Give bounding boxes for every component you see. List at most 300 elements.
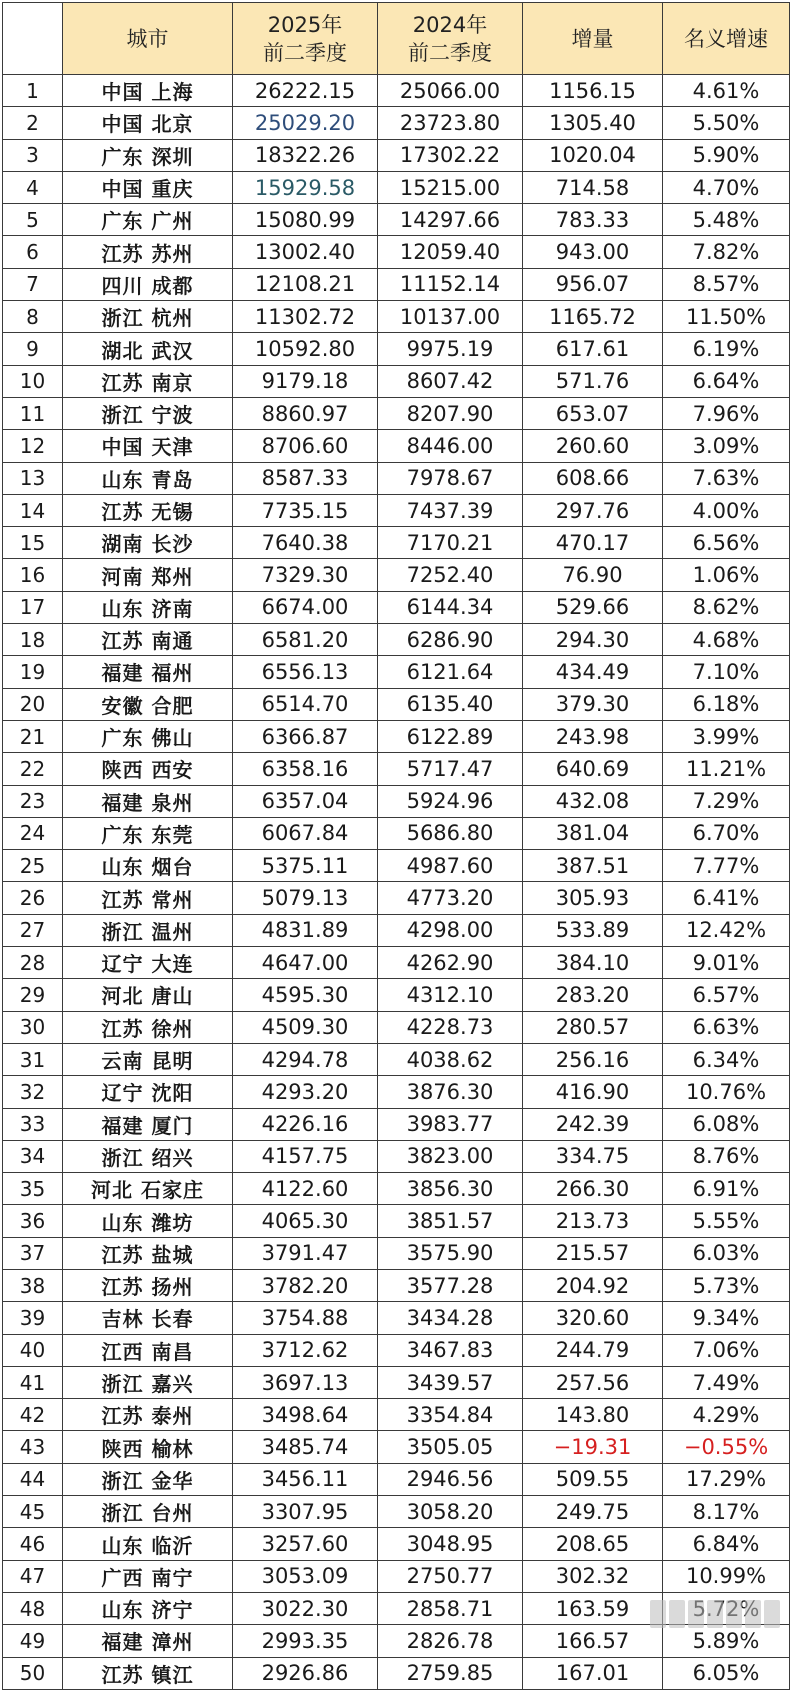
growth-rate-cell: 6.05%	[663, 1657, 790, 1689]
value-2025-cell: 7640.38	[233, 527, 378, 559]
rank-cell: 33	[3, 1108, 63, 1140]
value-2025-cell: 3712.62	[233, 1334, 378, 1366]
value-2024-cell: 4312.10	[378, 979, 523, 1011]
increase-cell: 260.60	[523, 430, 663, 462]
value-2024-cell: 3354.84	[378, 1399, 523, 1431]
header-2025-period: 前二季度	[263, 40, 347, 65]
value-2024-cell: 6121.64	[378, 656, 523, 688]
city-cell: 河北 唐山	[63, 979, 233, 1011]
value-2025-cell: 15929.58	[233, 171, 378, 203]
growth-rate-cell: 11.21%	[663, 753, 790, 785]
city-cell: 广西 南宁	[63, 1560, 233, 1592]
growth-rate-cell: −0.55%	[663, 1431, 790, 1463]
city-cell: 四川 成都	[63, 268, 233, 300]
value-2025-cell: 4293.20	[233, 1076, 378, 1108]
value-2024-cell: 3058.20	[378, 1496, 523, 1528]
table-row	[3, 979, 790, 1011]
increase-cell: 249.75	[523, 1496, 663, 1528]
growth-rate-cell: 6.56%	[663, 527, 790, 559]
value-2025-cell: 6514.70	[233, 688, 378, 720]
increase-cell: 256.16	[523, 1043, 663, 1075]
value-2025-cell: 6366.87	[233, 720, 378, 752]
value-2024-cell: 23723.80	[378, 107, 523, 139]
table-row	[3, 1496, 790, 1528]
growth-rate-cell: 4.61%	[663, 75, 790, 107]
rank-cell: 42	[3, 1399, 63, 1431]
city-cell: 江苏 南京	[63, 365, 233, 397]
city-cell: 中国 北京	[63, 107, 233, 139]
rank-cell: 48	[3, 1592, 63, 1624]
growth-rate-cell: 11.50%	[663, 301, 790, 333]
rank-cell: 46	[3, 1528, 63, 1560]
value-2024-cell: 6122.89	[378, 720, 523, 752]
increase-cell: 783.33	[523, 204, 663, 236]
value-2024-cell: 6144.34	[378, 591, 523, 623]
header-growth: 名义增速	[663, 3, 790, 75]
rank-cell: 47	[3, 1560, 63, 1592]
growth-rate-cell: 4.70%	[663, 171, 790, 203]
growth-rate-cell: 5.90%	[663, 139, 790, 171]
value-2024-cell: 5924.96	[378, 785, 523, 817]
value-2025-cell: 5079.13	[233, 882, 378, 914]
city-cell: 广东 广州	[63, 204, 233, 236]
growth-rate-cell: 7.96%	[663, 397, 790, 429]
value-2025-cell: 7735.15	[233, 494, 378, 526]
value-2024-cell: 8446.00	[378, 430, 523, 462]
table-row	[3, 1431, 790, 1463]
increase-cell: 213.73	[523, 1205, 663, 1237]
increase-cell: 1020.04	[523, 139, 663, 171]
growth-rate-cell: 7.10%	[663, 656, 790, 688]
value-2025-cell: 6674.00	[233, 591, 378, 623]
increase-cell: 266.30	[523, 1173, 663, 1205]
header-2025	[233, 3, 378, 75]
value-2024-cell: 7437.39	[378, 494, 523, 526]
table-row	[3, 753, 790, 785]
rank-cell: 38	[3, 1269, 63, 1301]
value-2025-cell: 10592.80	[233, 333, 378, 365]
city-cell: 江苏 扬州	[63, 1269, 233, 1301]
growth-rate-cell: 6.91%	[663, 1173, 790, 1205]
table-row	[3, 107, 790, 139]
watermark-stamp	[650, 1596, 782, 1632]
table-row	[3, 139, 790, 171]
table-row	[3, 301, 790, 333]
city-cell: 广东 深圳	[63, 139, 233, 171]
value-2025-cell: 6357.04	[233, 785, 378, 817]
value-2025-cell: 3791.47	[233, 1237, 378, 1269]
city-cell: 江苏 泰州	[63, 1399, 233, 1431]
table-row	[3, 914, 790, 946]
growth-rate-cell: 6.63%	[663, 1011, 790, 1043]
rank-cell: 23	[3, 785, 63, 817]
value-2024-cell: 12059.40	[378, 236, 523, 268]
table-row	[3, 171, 790, 203]
city-cell: 山东 济南	[63, 591, 233, 623]
city-cell: 中国 天津	[63, 430, 233, 462]
increase-cell: 416.90	[523, 1076, 663, 1108]
value-2024-cell: 5717.47	[378, 753, 523, 785]
growth-rate-cell: 3.09%	[663, 430, 790, 462]
city-cell: 江苏 常州	[63, 882, 233, 914]
value-2025-cell: 3456.11	[233, 1463, 378, 1495]
growth-rate-cell: 1.06%	[663, 559, 790, 591]
rank-cell: 19	[3, 656, 63, 688]
value-2024-cell: 3439.57	[378, 1366, 523, 1398]
city-cell: 福建 泉州	[63, 785, 233, 817]
value-2025-cell: 12108.21	[233, 268, 378, 300]
city-cell: 江苏 苏州	[63, 236, 233, 268]
table-row	[3, 1108, 790, 1140]
increase-cell: 143.80	[523, 1399, 663, 1431]
increase-cell: 571.76	[523, 365, 663, 397]
value-2025-cell: 6067.84	[233, 817, 378, 849]
value-2025-cell: 11302.72	[233, 301, 378, 333]
value-2025-cell: 4157.75	[233, 1140, 378, 1172]
table-row	[3, 397, 790, 429]
value-2025-cell: 3257.60	[233, 1528, 378, 1560]
rank-cell: 27	[3, 914, 63, 946]
table-row	[3, 236, 790, 268]
table-row	[3, 688, 790, 720]
value-2024-cell: 3575.90	[378, 1237, 523, 1269]
increase-cell: 714.58	[523, 171, 663, 203]
table-row	[3, 591, 790, 623]
value-2025-cell: 4509.30	[233, 1011, 378, 1043]
city-cell: 山东 青岛	[63, 462, 233, 494]
value-2025-cell: 9179.18	[233, 365, 378, 397]
growth-rate-cell: 7.82%	[663, 236, 790, 268]
rank-cell: 29	[3, 979, 63, 1011]
city-cell: 浙江 金华	[63, 1463, 233, 1495]
value-2025-cell: 26222.15	[233, 75, 378, 107]
city-cell: 浙江 嘉兴	[63, 1366, 233, 1398]
city-cell: 辽宁 大连	[63, 947, 233, 979]
city-cell: 山东 临沂	[63, 1528, 233, 1560]
value-2024-cell: 4773.20	[378, 882, 523, 914]
value-2024-cell: 14297.66	[378, 204, 523, 236]
growth-rate-cell: 7.29%	[663, 785, 790, 817]
city-cell: 吉林 长春	[63, 1302, 233, 1334]
rank-cell: 2	[3, 107, 63, 139]
value-2024-cell: 3467.83	[378, 1334, 523, 1366]
city-cell: 河南 郑州	[63, 559, 233, 591]
growth-rate-cell: 4.00%	[663, 494, 790, 526]
growth-rate-cell: 7.49%	[663, 1366, 790, 1398]
city-cell: 浙江 台州	[63, 1496, 233, 1528]
value-2024-cell: 2750.77	[378, 1560, 523, 1592]
rank-cell: 45	[3, 1496, 63, 1528]
value-2025-cell: 3697.13	[233, 1366, 378, 1398]
table-row	[3, 204, 790, 236]
table-row	[3, 1366, 790, 1398]
rank-cell: 13	[3, 462, 63, 494]
growth-rate-cell: 5.73%	[663, 1269, 790, 1301]
table-row	[3, 1463, 790, 1495]
rank-cell: 4	[3, 171, 63, 203]
table-row	[3, 947, 790, 979]
increase-cell: 529.66	[523, 591, 663, 623]
table-row	[3, 1334, 790, 1366]
table-row	[3, 1302, 790, 1334]
value-2025-cell: 4647.00	[233, 947, 378, 979]
city-cell: 河北 石家庄	[63, 1173, 233, 1205]
table-row	[3, 1528, 790, 1560]
value-2025-cell: 5375.11	[233, 850, 378, 882]
increase-cell: 280.57	[523, 1011, 663, 1043]
value-2024-cell: 11152.14	[378, 268, 523, 300]
increase-cell: 244.79	[523, 1334, 663, 1366]
growth-rate-cell: 8.17%	[663, 1496, 790, 1528]
rank-cell: 22	[3, 753, 63, 785]
table-row	[3, 882, 790, 914]
rank-cell: 5	[3, 204, 63, 236]
rank-cell: 10	[3, 365, 63, 397]
table-row	[3, 624, 790, 656]
value-2025-cell: 7329.30	[233, 559, 378, 591]
rank-cell: 40	[3, 1334, 63, 1366]
rank-cell: 30	[3, 1011, 63, 1043]
header-2024	[378, 3, 523, 75]
value-2025-cell: 15080.99	[233, 204, 378, 236]
increase-cell: 640.69	[523, 753, 663, 785]
value-2025-cell: 3754.88	[233, 1302, 378, 1334]
city-cell: 福建 福州	[63, 656, 233, 688]
city-cell: 江苏 南通	[63, 624, 233, 656]
increase-cell: 384.10	[523, 947, 663, 979]
table-row	[3, 1140, 790, 1172]
value-2024-cell: 4038.62	[378, 1043, 523, 1075]
increase-cell: 242.39	[523, 1108, 663, 1140]
increase-cell: 204.92	[523, 1269, 663, 1301]
value-2024-cell: 10137.00	[378, 301, 523, 333]
increase-cell: 1305.40	[523, 107, 663, 139]
table-row	[3, 494, 790, 526]
increase-cell: 167.01	[523, 1657, 663, 1689]
table-row	[3, 785, 790, 817]
value-2024-cell: 8207.90	[378, 397, 523, 429]
city-cell: 江西 南昌	[63, 1334, 233, 1366]
table-row	[3, 462, 790, 494]
increase-cell: −19.31	[523, 1431, 663, 1463]
value-2025-cell: 8587.33	[233, 462, 378, 494]
rank-cell: 9	[3, 333, 63, 365]
growth-rate-cell: 6.84%	[663, 1528, 790, 1560]
value-2024-cell: 3823.00	[378, 1140, 523, 1172]
header-2025-year: 2025年	[267, 12, 343, 37]
value-2025-cell: 13002.40	[233, 236, 378, 268]
increase-cell: 163.59	[523, 1592, 663, 1624]
rank-cell: 17	[3, 591, 63, 623]
table-row	[3, 268, 790, 300]
increase-cell: 381.04	[523, 817, 663, 849]
value-2024-cell: 3048.95	[378, 1528, 523, 1560]
increase-cell: 208.65	[523, 1528, 663, 1560]
city-cell: 湖北 武汉	[63, 333, 233, 365]
city-cell: 福建 漳州	[63, 1625, 233, 1657]
growth-rate-cell: 5.50%	[663, 107, 790, 139]
increase-cell: 617.61	[523, 333, 663, 365]
value-2025-cell: 3485.74	[233, 1431, 378, 1463]
value-2024-cell: 6135.40	[378, 688, 523, 720]
growth-rate-cell: 9.01%	[663, 947, 790, 979]
value-2025-cell: 8860.97	[233, 397, 378, 429]
city-cell: 中国 重庆	[63, 171, 233, 203]
rank-cell: 49	[3, 1625, 63, 1657]
table-row	[3, 1043, 790, 1075]
table-row	[3, 333, 790, 365]
table-row	[3, 1076, 790, 1108]
city-cell: 陕西 西安	[63, 753, 233, 785]
rank-cell: 8	[3, 301, 63, 333]
growth-rate-cell: 7.63%	[663, 462, 790, 494]
table-row	[3, 1173, 790, 1205]
rank-cell: 25	[3, 850, 63, 882]
rank-cell: 50	[3, 1657, 63, 1689]
growth-rate-cell: 6.08%	[663, 1108, 790, 1140]
increase-cell: 533.89	[523, 914, 663, 946]
table-row	[3, 75, 790, 107]
city-cell: 山东 潍坊	[63, 1205, 233, 1237]
increase-cell: 302.32	[523, 1560, 663, 1592]
growth-rate-cell: 7.77%	[663, 850, 790, 882]
table-row	[3, 1205, 790, 1237]
city-cell: 云南 昆明	[63, 1043, 233, 1075]
rank-cell: 35	[3, 1173, 63, 1205]
growth-rate-cell: 8.57%	[663, 268, 790, 300]
value-2025-cell: 4065.30	[233, 1205, 378, 1237]
value-2024-cell: 2946.56	[378, 1463, 523, 1495]
city-cell: 广东 东莞	[63, 817, 233, 849]
rank-cell: 6	[3, 236, 63, 268]
increase-cell: 166.57	[523, 1625, 663, 1657]
city-cell: 浙江 绍兴	[63, 1140, 233, 1172]
rank-cell: 36	[3, 1205, 63, 1237]
value-2025-cell: 8706.60	[233, 430, 378, 462]
table-row	[3, 559, 790, 591]
value-2025-cell: 3053.09	[233, 1560, 378, 1592]
header-rank	[3, 3, 63, 75]
table-row	[3, 1237, 790, 1269]
growth-rate-cell: 3.99%	[663, 720, 790, 752]
value-2025-cell: 6556.13	[233, 656, 378, 688]
table-row	[3, 850, 790, 882]
value-2025-cell: 6358.16	[233, 753, 378, 785]
city-cell: 广东 佛山	[63, 720, 233, 752]
increase-cell: 432.08	[523, 785, 663, 817]
value-2024-cell: 3876.30	[378, 1076, 523, 1108]
value-2024-cell: 2759.85	[378, 1657, 523, 1689]
city-cell: 江苏 镇江	[63, 1657, 233, 1689]
city-cell: 陕西 榆林	[63, 1431, 233, 1463]
header-row	[3, 3, 790, 75]
table-row	[3, 720, 790, 752]
value-2024-cell: 9975.19	[378, 333, 523, 365]
increase-cell: 76.90	[523, 559, 663, 591]
table-row	[3, 1657, 790, 1689]
growth-rate-cell: 17.29%	[663, 1463, 790, 1495]
growth-rate-cell: 8.62%	[663, 591, 790, 623]
growth-rate-cell: 4.68%	[663, 624, 790, 656]
increase-cell: 1165.72	[523, 301, 663, 333]
rank-cell: 41	[3, 1366, 63, 1398]
growth-rate-cell: 6.03%	[663, 1237, 790, 1269]
header-city: 城市	[63, 3, 233, 75]
table-row	[3, 1269, 790, 1301]
value-2025-cell: 4226.16	[233, 1108, 378, 1140]
growth-rate-cell: 6.64%	[663, 365, 790, 397]
city-cell: 辽宁 沈阳	[63, 1076, 233, 1108]
growth-rate-cell: 5.55%	[663, 1205, 790, 1237]
value-2024-cell: 4262.90	[378, 947, 523, 979]
increase-cell: 470.17	[523, 527, 663, 559]
rank-cell: 37	[3, 1237, 63, 1269]
value-2024-cell: 4228.73	[378, 1011, 523, 1043]
value-2024-cell: 4298.00	[378, 914, 523, 946]
table-row	[3, 817, 790, 849]
growth-rate-cell: 6.34%	[663, 1043, 790, 1075]
city-cell: 湖南 长沙	[63, 527, 233, 559]
growth-rate-cell: 6.57%	[663, 979, 790, 1011]
table-body	[3, 75, 790, 1690]
value-2024-cell: 3983.77	[378, 1108, 523, 1140]
increase-cell: 320.60	[523, 1302, 663, 1334]
value-2024-cell: 3851.57	[378, 1205, 523, 1237]
value-2024-cell: 3505.05	[378, 1431, 523, 1463]
city-cell: 浙江 杭州	[63, 301, 233, 333]
value-2025-cell: 6581.20	[233, 624, 378, 656]
table-row	[3, 1011, 790, 1043]
value-2024-cell: 2826.78	[378, 1625, 523, 1657]
value-2025-cell: 4294.78	[233, 1043, 378, 1075]
increase-cell: 1156.15	[523, 75, 663, 107]
value-2025-cell: 3498.64	[233, 1399, 378, 1431]
growth-rate-cell: 10.76%	[663, 1076, 790, 1108]
increase-cell: 257.56	[523, 1366, 663, 1398]
value-2024-cell: 6286.90	[378, 624, 523, 656]
value-2024-cell: 2858.71	[378, 1592, 523, 1624]
increase-cell: 379.30	[523, 688, 663, 720]
rank-cell: 14	[3, 494, 63, 526]
value-2024-cell: 4987.60	[378, 850, 523, 882]
value-2024-cell: 7978.67	[378, 462, 523, 494]
growth-rate-cell: 6.19%	[663, 333, 790, 365]
header-2024-period: 前二季度	[408, 40, 492, 65]
rank-cell: 44	[3, 1463, 63, 1495]
rank-cell: 39	[3, 1302, 63, 1334]
value-2025-cell: 3782.20	[233, 1269, 378, 1301]
growth-rate-cell: 8.76%	[663, 1140, 790, 1172]
value-2024-cell: 15215.00	[378, 171, 523, 203]
value-2024-cell: 25066.00	[378, 75, 523, 107]
increase-cell: 334.75	[523, 1140, 663, 1172]
increase-cell: 434.49	[523, 656, 663, 688]
city-gdp-table	[2, 2, 790, 1690]
rank-cell: 7	[3, 268, 63, 300]
value-2024-cell: 17302.22	[378, 139, 523, 171]
growth-rate-cell: 5.89%	[663, 1625, 790, 1657]
value-2024-cell: 7252.40	[378, 559, 523, 591]
city-cell: 山东 济宁	[63, 1592, 233, 1624]
growth-rate-cell: 4.29%	[663, 1399, 790, 1431]
value-2024-cell: 5686.80	[378, 817, 523, 849]
increase-cell: 509.55	[523, 1463, 663, 1495]
rank-cell: 18	[3, 624, 63, 656]
increase-cell: 943.00	[523, 236, 663, 268]
rank-cell: 1	[3, 75, 63, 107]
value-2024-cell: 3577.28	[378, 1269, 523, 1301]
city-cell: 福建 厦门	[63, 1108, 233, 1140]
